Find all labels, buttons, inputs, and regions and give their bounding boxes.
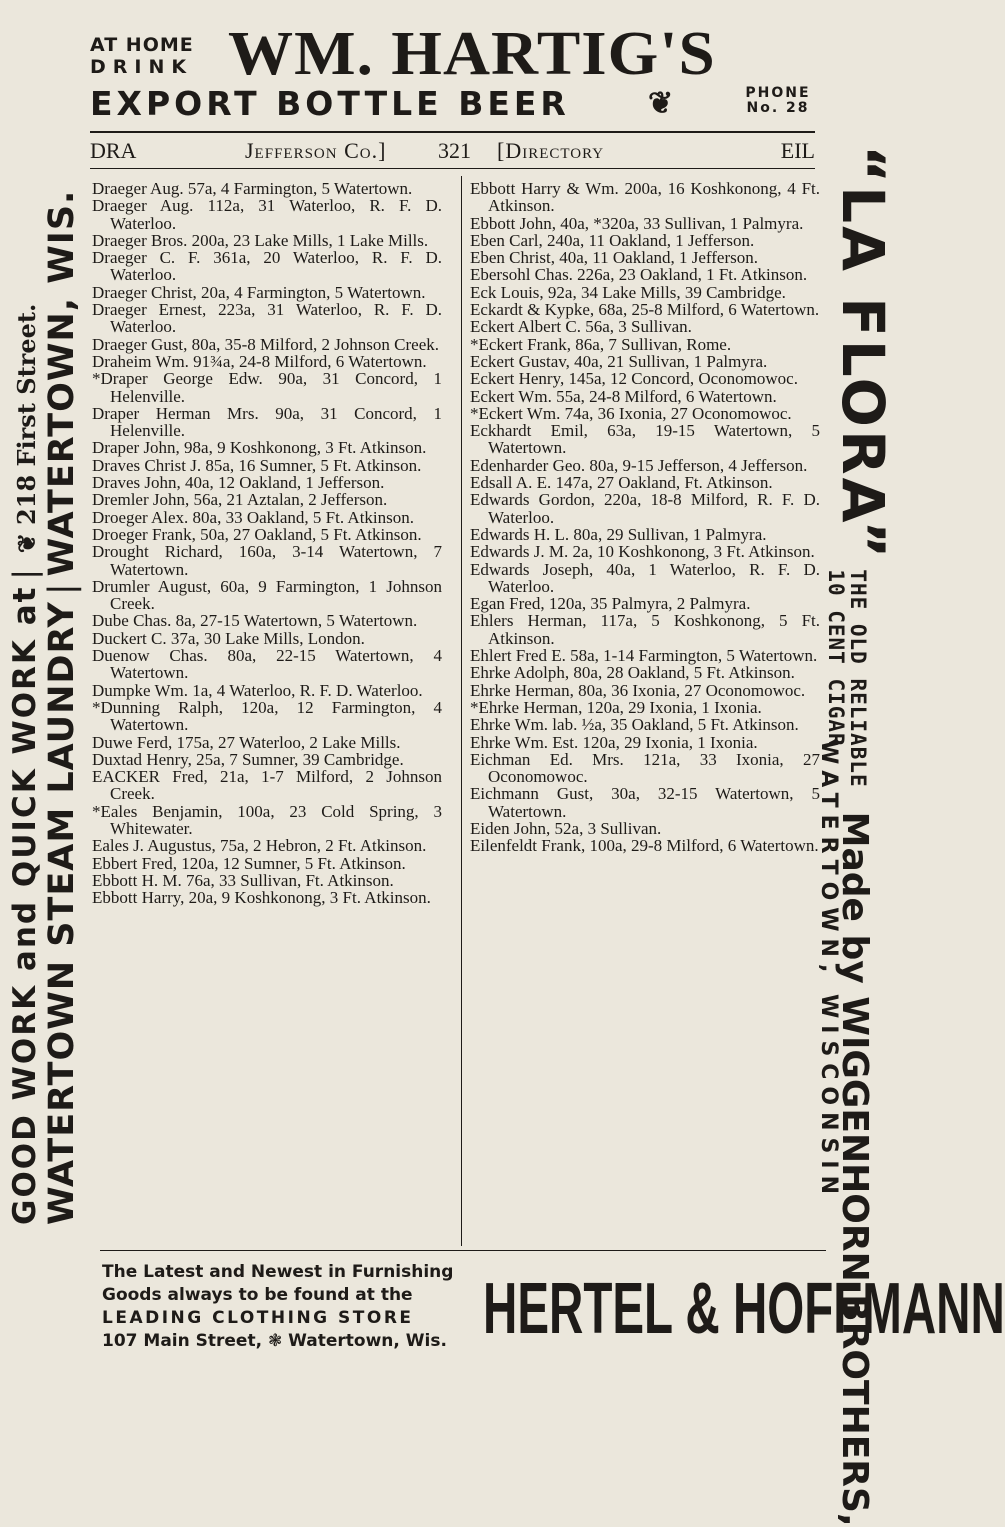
cigar-maker: Made by WIGGENHORN BROTHERS, (834, 811, 875, 1527)
phone-label: PHONE (745, 85, 811, 101)
list-item: Duenow Chas. 80a, 22-15 Watertown, 4 Watertown. (92, 646, 442, 683)
list-item: Ehlers Herman, 117a, 5 Koshkonong, 5 Ft. Atkinson. (470, 611, 820, 648)
header-rule (90, 131, 815, 133)
drink-text: DRINK (90, 56, 194, 78)
list-item: Draper John, 98a, 9 Koshkonong, 3 Ft. Atkinson. (92, 438, 427, 458)
list-item: Eilenfeldt Frank, 100a, 29-8 Milford, 6 Watertown. (470, 836, 819, 856)
column-divider (461, 176, 462, 1246)
fleuron-icon: ❦ (12, 532, 41, 554)
list-item: Eichmann Gust, 30a, 32-15 Watertown, 5 Watertown. (470, 784, 820, 821)
list-item: Ebbott H. M. 76a, 33 Sullivan, Ft. Atkinson. (92, 870, 394, 890)
cigar-price: 10 CENT CIGAR (823, 569, 848, 747)
asterism-icon: ❃ (267, 1331, 283, 1351)
list-item: Droeger Alex. 80a, 33 Oakland, 5 Ft. Atkinson. (92, 507, 415, 527)
list-item: *Eckert Wm. 74a, 36 Ixonia, 27 Oconomowoc. (470, 403, 792, 423)
list-item: Drought Richard, 160a, 3-14 Watertown, 7 Watertown. (92, 542, 442, 579)
list-item: Eckert Gustav, 40a, 21 Sullivan, 1 Palmyra. (470, 351, 768, 371)
running-head-right: EIL (780, 138, 815, 163)
laundry-slogan: GOOD WORK and QUICK WORK at (7, 585, 43, 1225)
list-item: Ehrke Adolph, 80a, 28 Oakland, 5 Ft. Atkinson. (470, 663, 795, 683)
fleuron-icon: ❦ (648, 86, 674, 121)
laundry-address: 218 First Street. (12, 303, 41, 525)
list-item: Eben Carl, 240a, 11 Oakland, 1 Jefferson. (470, 230, 755, 250)
list-item: *Eckert Frank, 86a, 7 Sullivan, Rome. (470, 334, 732, 354)
list-item: Edsall A. E. 147a, 27 Oakland, Ft. Atkinson. (470, 473, 773, 493)
header-top (90, 20, 815, 88)
laundry-city: WATERTOWN, WIS. (42, 189, 82, 577)
divider-bar: | (42, 582, 82, 596)
list-item: Edenharder Geo. 80a, 9-15 Jefferson, 4 Jefferson. (470, 455, 808, 475)
list-item: Draheim Wm. 91¾a, 24-8 Milford, 6 Watertown. (92, 351, 427, 371)
brand-name: WM. HARTIG'S (228, 20, 716, 88)
store-name: HERTEL & HOFFMANN (483, 1269, 1005, 1349)
list-item: Dumpke Wm. 1a, 4 Waterloo, R. F. D. Waterloo. (92, 680, 423, 700)
list-item: *Dunning Ralph, 120a, 12 Farmington, 4 Watertown. (92, 697, 442, 735)
list-item: *Draper George Edw. 90a, 31 Concord, 1 Helenville. (92, 369, 442, 406)
list-item: Draeger C. F. 361a, 20 Waterloo, R. F. D. Waterloo. (92, 248, 442, 285)
list-item: Edwards J. M. 2a, 10 Koshkonong, 3 Ft. Atkinson. (470, 542, 815, 562)
list-item: Eckert Wm. 55a, 24-8 Milford, 6 Watertown. (470, 386, 777, 406)
list-item: Draeger Christ, 20a, 4 Farmington, 5 Watertown. (92, 282, 426, 302)
running-head-left: DRA (90, 138, 137, 163)
page-number: 321 (438, 138, 471, 163)
list-item: Duwe Ferd, 175a, 27 Waterloo, 2 Lake Mills. (92, 732, 401, 752)
list-item: Egan Fred, 120a, 35 Palmyra, 2 Palmyra. (470, 594, 751, 614)
store-city: Watertown, Wis. (288, 1331, 447, 1351)
divider-bar: | (7, 567, 43, 580)
laundry-name-vertical (42, 165, 82, 1225)
list-item: Edwards H. L. 80a, 29 Sullivan, 1 Palmyra. (470, 524, 767, 544)
at-home-text: AT HOME (90, 34, 194, 56)
list-item: Dremler John, 56a, 21 Aztalan, 2 Jefferson. (92, 490, 388, 510)
list-item: Ehlert Fred E. 58a, 1-14 Farmington, 5 Watertown. (470, 646, 818, 666)
list-item: Ebbott Harry & Wm. 200a, 16 Koshkonong, 4 Ft. Atkinson. (470, 179, 820, 216)
header-product-row (90, 84, 815, 124)
cigar-reliable: THE OLD RELIABLE (845, 569, 870, 788)
list-item: Droeger Frank, 50a, 27 Oakland, 5 Ft. Atkinson. (92, 524, 422, 544)
cigar-brand: “LA FLORA” (829, 145, 897, 562)
ad-line-3: LEADING CLOTHING STORE (102, 1308, 414, 1328)
list-item: Edwards Joseph, 40a, 1 Waterloo, R. F. D. Waterloo. (470, 559, 820, 596)
list-item: Eben Christ, 40a, 11 Oakland, 1 Jefferson. (470, 248, 758, 268)
laundry-name: WATERTOWN STEAM LAUNDRY (42, 601, 82, 1225)
clothing-store-ad (102, 1261, 474, 1353)
list-item: Ehrke Wm. lab. ½a, 35 Oakland, 5 Ft. Atkinson. (470, 715, 799, 735)
list-item: Eckert Henry, 145a, 12 Concord, Oconomowoc. (470, 369, 798, 389)
list-item: Eckardt & Kypke, 68a, 25-8 Milford, 6 Watertown. (470, 300, 820, 320)
list-item: Ebersohl Chas. 226a, 23 Oakland, 1 Ft. Atkinson. (470, 265, 808, 285)
list-item: Duckert C. 37a, 30 Lake Mills, London. (92, 628, 365, 648)
ad-line-2: Goods always to be found at the (102, 1285, 413, 1305)
list-item: Eiden John, 52a, 3 Sullivan. (470, 818, 662, 838)
running-head-county: Jefferson Co.] (245, 138, 387, 163)
list-item: Draeger Ernest, 223a, 31 Waterloo, R. F. D. Waterloo. (92, 300, 442, 337)
list-item: Ehrke Wm. Est. 120a, 29 Ixonia, 1 Ixonia. (470, 732, 758, 752)
list-item: Eichman Ed. Mrs. 121a, 33 Ixonia, 27 Oconomowoc. (470, 749, 820, 787)
list-item: Draeger Bros. 200a, 23 Lake Mills, 1 Lake Mills. (92, 230, 429, 250)
list-item: Ebbott Harry, 20a, 9 Koshkonong, 3 Ft. Atkinson. (92, 888, 431, 908)
list-item: Ehrke Herman, 80a, 36 Ixonia, 27 Oconomowoc. (470, 680, 806, 700)
running-head-directory: [Directory (497, 138, 605, 163)
list-item: Draeger Aug. 57a, 4 Farmington, 5 Watertown. (92, 179, 413, 198)
list-item: Draper Herman Mrs. 90a, 31 Concord, 1 Helenville. (92, 403, 442, 441)
running-head-rule (90, 168, 815, 169)
phone-number: No. 28 (746, 100, 810, 116)
list-item: Draves Christ J. 85a, 16 Sumner, 5 Ft. Atkinson. (92, 455, 422, 475)
list-item: Drumler August, 60a, 9 Farmington, 1 Johnson Creek. (92, 576, 442, 614)
list-item: Dube Chas. 8a, 27-15 Watertown, 5 Watertown. (92, 611, 418, 631)
list-item: Eales J. Augustus, 75a, 2 Hebron, 2 Ft. Atkinson. (92, 836, 427, 856)
list-item: *Eales Benjamin, 100a, 23 Cold Spring, 3 Whitewater. (92, 801, 442, 838)
product-name: EXPORT BOTTLE BEER (90, 84, 570, 123)
directory-column-left (92, 180, 442, 906)
list-item: Ebbott John, 40a, *320a, 33 Sullivan, 1 Palmyra. (470, 213, 804, 233)
running-head (90, 137, 815, 165)
laundry-slogan-vertical (5, 165, 45, 1225)
footer-rule (100, 1250, 826, 1251)
cigar-city: WATERTOWN, WISCONSIN (816, 740, 841, 1201)
list-item: Draeger Aug. 112a, 31 Waterloo, R. F. D. Waterloo. (92, 196, 442, 233)
store-address: 107 Main Street, (102, 1331, 263, 1351)
phone-block (738, 86, 818, 116)
directory-column-right (470, 180, 820, 855)
at-home-drink (90, 34, 220, 78)
list-item: *Ehrke Herman, 120a, 29 Ixonia, 1 Ixonia. (470, 697, 762, 717)
list-item: Eck Louis, 92a, 34 Lake Mills, 39 Cambridge. (470, 282, 786, 302)
list-item: Draves John, 40a, 12 Oakland, 1 Jefferson. (92, 473, 385, 493)
ad-line-1: The Latest and Newest in Furnishing (102, 1262, 454, 1282)
list-item: EACKER Fred, 21a, 1-7 Milford, 2 Johnson Creek. (92, 767, 442, 804)
list-item: Eckert Albert C. 56a, 3 Sullivan. (470, 317, 692, 337)
list-item: Eckhardt Emil, 63a, 19-15 Watertown, 5 Watertown. (470, 421, 820, 458)
list-item: Edwards Gordon, 220a, 18-8 Milford, R. F. D. Waterloo. (470, 490, 820, 527)
list-item: Ebbert Fred, 120a, 12 Sumner, 5 Ft. Atkinson. (92, 853, 406, 873)
list-item: Draeger Gust, 80a, 35-8 Milford, 2 Johnson Creek. (92, 334, 440, 354)
list-item: Duxtad Henry, 25a, 7 Sumner, 39 Cambridge. (92, 749, 404, 769)
ad-line-4 (102, 1330, 474, 1353)
